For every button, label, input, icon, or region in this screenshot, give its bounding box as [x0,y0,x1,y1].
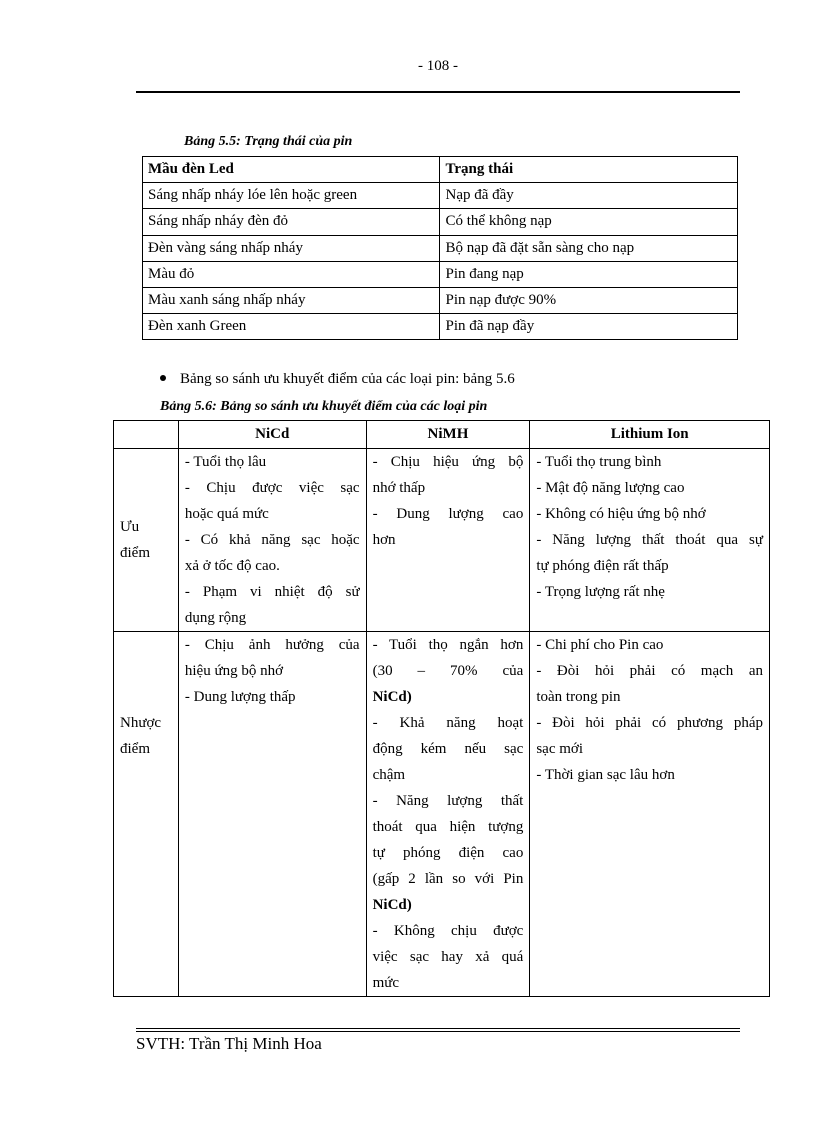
led-cell: Sáng nhấp nháy đèn đỏ [143,209,440,235]
cell-line: - Đòi hỏi phải có mạch an [536,663,763,679]
cell-line: xả ở tốc độ cao. [184,558,280,574]
cell-line: - Trọng lượng rất nhẹ [536,584,665,600]
cell-line: - Phạm vi nhiệt độ sử [184,584,360,600]
cell-line: - Tuổi thọ lâu [184,454,267,470]
cell-line: hơn [372,532,396,548]
cell-line: tự phóng điện cao [372,845,524,861]
table-header-row [143,157,738,183]
status-cell: Pin nạp được 90% [440,287,738,313]
cell-line: - Chi phí cho Pin cao [536,637,664,653]
cell-line: toàn trong pin [536,689,621,705]
advantages-row [114,449,770,632]
nicd-disadvantages-cell [178,632,366,997]
cell-line: sạc mới [536,741,584,757]
cell-line: NiCd) [372,897,412,913]
nimh-disadvantages-cell [366,632,530,997]
liion-disadvantages-cell [530,632,770,997]
label-line: điểm [120,741,150,757]
header-rule [136,91,740,93]
cell-line: thoát qua hiện tượng [372,819,524,835]
status-cell: Pin đã nạp đầy [440,314,738,340]
cell-line: - Đòi hỏi phải có phương pháp [536,715,763,731]
status-cell: Bộ nạp đã đặt sẵn sàng cho nạp [440,235,738,261]
cell-line: - Dung lượng cao [372,506,524,522]
disadvantages-row [114,632,770,997]
label-line: Nhược [120,715,162,731]
table-5-6 [113,420,770,997]
table-row [143,235,738,261]
cell-line: - Dung lượng thấp [184,689,296,705]
header-nicd: NiCd [178,421,366,449]
led-cell: Sáng nhấp nháy lóe lên hoặc green [143,183,440,209]
table-5-5 [142,156,738,340]
table-row [143,183,738,209]
cell-line: chậm [372,767,406,783]
bullet-item [160,371,515,388]
cell-line: - Có khả năng sạc hoặc [184,532,360,548]
cell-line: hoặc quá mức [184,506,269,522]
header-empty [114,421,179,449]
label-line: Ưu [120,519,140,535]
page-number: - 108 - [418,58,458,74]
led-cell: Màu xanh sáng nhấp nháy [143,287,440,313]
row-label-disadvantages [114,632,179,997]
cell-line: - Không có hiệu ứng bộ nhớ [536,506,706,522]
cell-line: - Không chịu được [372,923,524,939]
cell-line: nhớ thấp [372,480,426,496]
table-row [143,209,738,235]
cell-line: - Mật độ năng lượng cao [536,480,685,496]
cell-line: - Năng lượng thất [372,793,524,809]
cell-line: - Năng lượng thất thoát qua sự [536,532,763,548]
label-line: điểm [120,545,150,561]
cell-line: dụng rộng [184,610,247,626]
footer-rule [136,1031,740,1032]
header-lithium-ion: Lithium Ion [530,421,770,449]
led-cell: Đèn vàng sáng nhấp nháy [143,235,440,261]
cell-line: (gấp 2 lần so với Pin [372,871,524,887]
cell-line: - Chịu ảnh hưởng của [184,637,360,653]
liion-advantages-cell [530,449,770,632]
bullet-dot-icon [160,375,166,381]
cell-line: - Thời gian sạc lâu hơn [536,767,675,783]
cell-line: (30 – 70% của [372,663,524,679]
bullet-text: Bảng so sánh ưu khuyết điểm của các loại pin: bảng 5.6 [180,371,515,387]
nicd-advantages-cell [178,449,366,632]
table-row [143,287,738,313]
nimh-advantages-cell [366,449,530,632]
table-header-row [114,421,770,449]
cell-line: - Tuổi thọ ngắn hơn [372,637,524,653]
header-status: Trạng thái [440,157,738,183]
footer-rule [136,1028,740,1029]
cell-line: NiCd) [372,689,412,705]
led-cell: Màu đỏ [143,261,440,287]
led-cell: Đèn xanh Green [143,314,440,340]
status-cell: Có thể không nạp [440,209,738,235]
table-5-6-caption: Bảng 5.6: Bảng so sánh ưu khuyết điểm của các loại pin [160,399,488,414]
cell-line: việc sạc hay xả quá [372,949,524,965]
cell-line: mức [372,975,400,991]
cell-line: - Chịu được việc sạc [184,480,360,496]
header-led-color: Mầu đèn Led [143,157,440,183]
cell-line: hiệu ứng bộ nhớ [184,663,284,679]
cell-line: - Chịu hiệu ứng bộ [372,454,524,470]
row-label-advantages [114,449,179,632]
cell-line: - Khả năng hoạt [372,715,524,731]
table-5-5-caption: Bảng 5.5: Trạng thái của pin [184,134,353,149]
status-cell: Nạp đã đầy [440,183,738,209]
cell-line: - Tuổi thọ trung bình [536,454,662,470]
status-cell: Pin đang nạp [440,261,738,287]
header-nimh: NiMH [366,421,530,449]
cell-line: tự phóng điện rất thấp [536,558,669,574]
cell-line: động kém nếu sạc [372,741,524,757]
footer-author: SVTH: Trần Thị Minh Hoa [136,1034,322,1053]
table-row [143,314,738,340]
table-row [143,261,738,287]
